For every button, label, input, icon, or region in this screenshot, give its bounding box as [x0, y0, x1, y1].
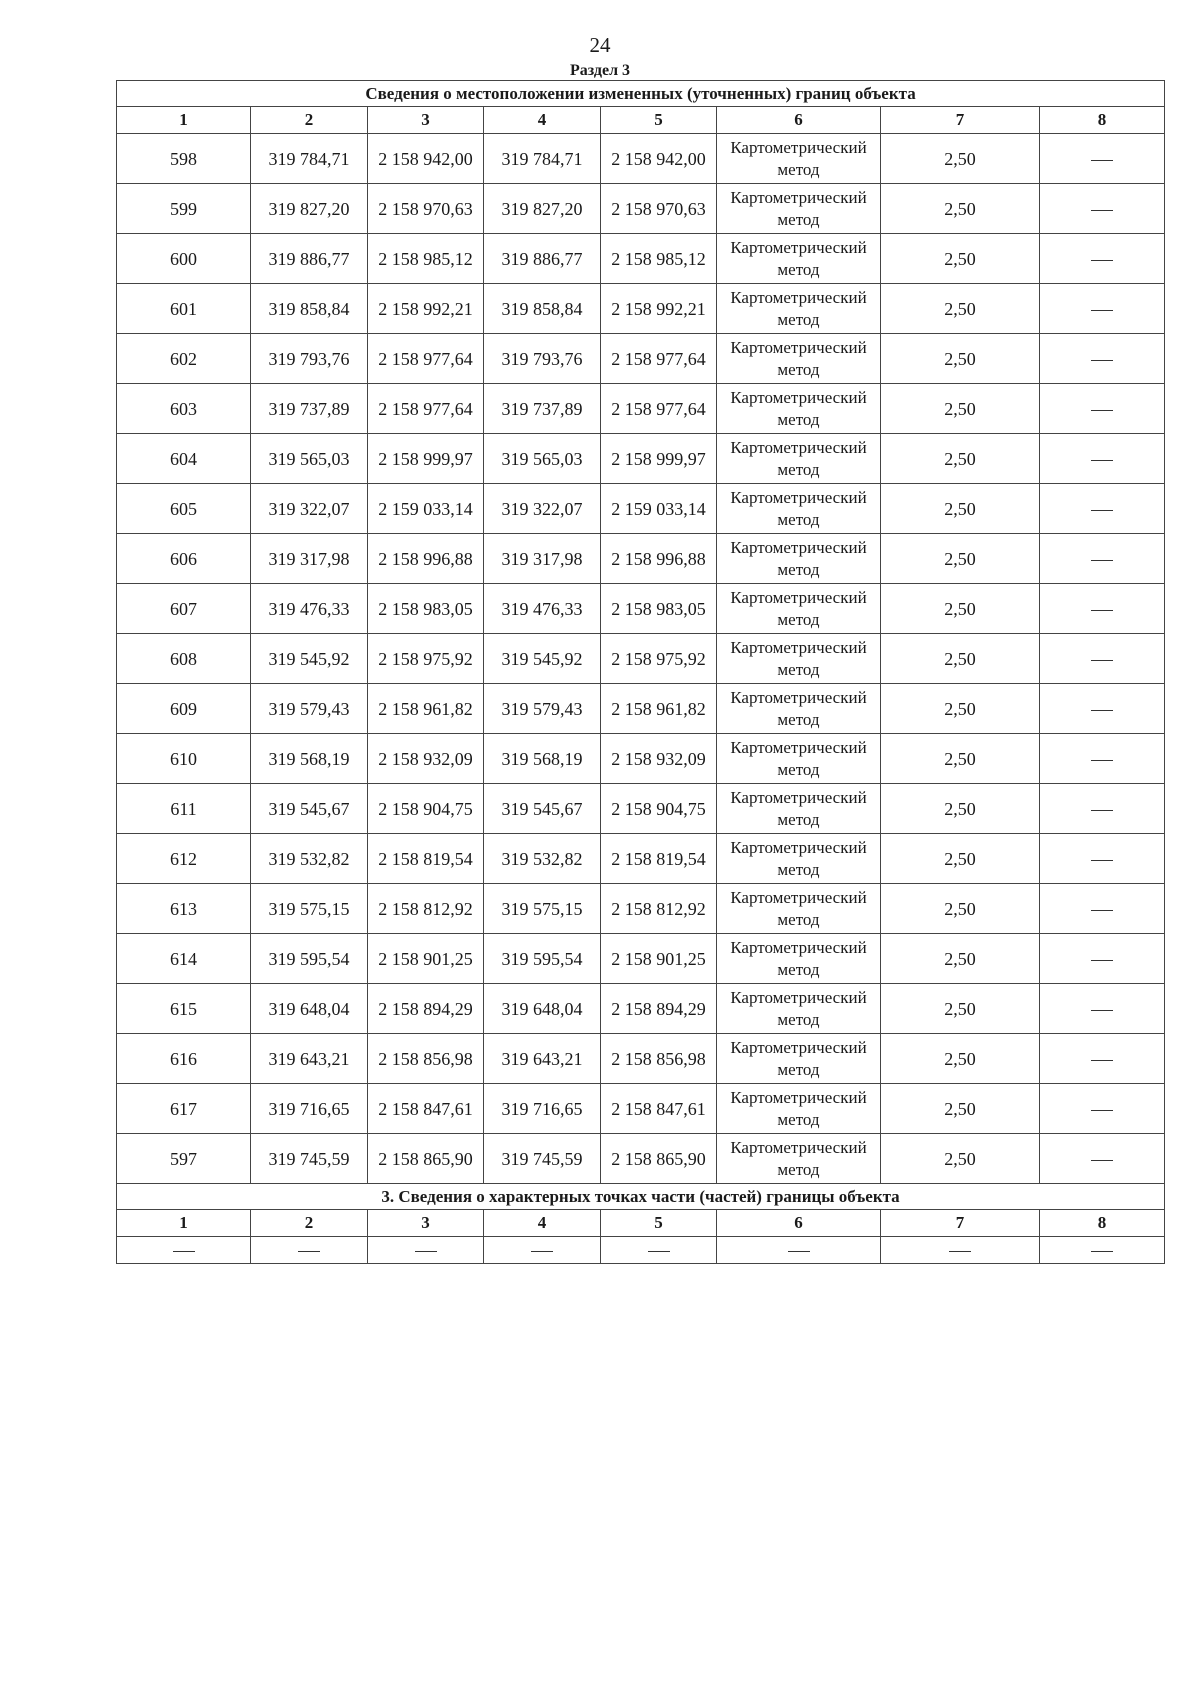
table-row — [117, 134, 1165, 184]
column-header: 3 — [368, 107, 484, 134]
table-cell: 2 158 999,97 — [368, 434, 484, 484]
dash-mark — [949, 1251, 971, 1252]
table-cell: 319 784,71 — [484, 134, 601, 184]
dash-mark — [1091, 960, 1113, 961]
dash-mark — [1091, 410, 1113, 411]
table-cell: 2 158 985,12 — [601, 234, 717, 284]
table-row — [117, 984, 1165, 1034]
dash-mark — [1091, 510, 1113, 511]
page-number: 24 — [589, 33, 611, 57]
table-cell: 2,50 — [881, 834, 1040, 884]
dash-mark — [1091, 360, 1113, 361]
table-cell: 319 476,33 — [251, 584, 368, 634]
table-cell: 2 158 992,21 — [368, 284, 484, 334]
table-cell: Картометрический метод — [717, 134, 881, 184]
table-cell: 601 — [117, 284, 251, 334]
dash-mark — [1091, 310, 1113, 311]
table-row — [117, 1237, 1165, 1264]
column-header-row — [117, 107, 1165, 134]
table-cell: 319 648,04 — [251, 984, 368, 1034]
table-cell: 599 — [117, 184, 251, 234]
table-cell: 2,50 — [881, 434, 1040, 484]
table-cell: 2 158 983,05 — [368, 584, 484, 634]
table-row — [117, 734, 1165, 784]
table-cell: 2 158 894,29 — [368, 984, 484, 1034]
table-cell: 319 827,20 — [251, 184, 368, 234]
table-cell: Картометрический метод — [717, 184, 881, 234]
table-cell: 319 745,59 — [484, 1134, 601, 1184]
table-cell: 2 158 812,92 — [368, 884, 484, 934]
table-cell: 319 737,89 — [484, 384, 601, 434]
column-header: 8 — [1040, 1210, 1165, 1237]
table-cell — [1040, 984, 1165, 1034]
table-cell — [368, 1237, 484, 1264]
table-cell: Картометрический метод — [717, 484, 881, 534]
dash-mark — [1091, 1110, 1113, 1111]
table-row — [117, 384, 1165, 434]
table-cell: 319 545,67 — [251, 784, 368, 834]
table-cell: 319 716,65 — [484, 1084, 601, 1134]
column-header: 2 — [251, 107, 368, 134]
table-cell: 2 158 961,82 — [601, 684, 717, 734]
table-cell: 319 595,54 — [251, 934, 368, 984]
table-cell: 319 827,20 — [484, 184, 601, 234]
table-cell: 319 545,92 — [484, 634, 601, 684]
table-cell — [251, 1237, 368, 1264]
table-cell: 2 158 975,92 — [601, 634, 717, 684]
table-cell: 604 — [117, 434, 251, 484]
table-cell — [601, 1237, 717, 1264]
table-cell: 319 322,07 — [484, 484, 601, 534]
table-cell: 319 643,21 — [484, 1034, 601, 1084]
section-title: Раздел 3 — [569, 62, 631, 79]
table-cell — [1040, 234, 1165, 284]
table-cell: Картометрический метод — [717, 284, 881, 334]
subsection-title-row — [117, 1184, 1165, 1210]
table-cell: 2 158 970,63 — [601, 184, 717, 234]
table-row — [117, 184, 1165, 234]
table-cell: 319 532,82 — [484, 834, 601, 884]
table-cell: 597 — [117, 1134, 251, 1184]
table-cell: Картометрический метод — [717, 884, 881, 934]
table-row — [117, 1034, 1165, 1084]
column-header: 4 — [484, 1210, 601, 1237]
dash-mark — [1091, 910, 1113, 911]
column-header: 1 — [117, 107, 251, 134]
column-header: 1 — [117, 1210, 251, 1237]
table-cell: 602 — [117, 334, 251, 384]
table-cell: 2,50 — [881, 784, 1040, 834]
table-cell: 2 158 961,82 — [368, 684, 484, 734]
table-cell: 2 158 904,75 — [368, 784, 484, 834]
table-cell: 2 158 856,98 — [368, 1034, 484, 1084]
table-cell — [484, 1237, 601, 1264]
table-cell: Картометрический метод — [717, 984, 881, 1034]
table-cell: 319 317,98 — [484, 534, 601, 584]
table-cell: 319 793,76 — [251, 334, 368, 384]
table-cell: 2,50 — [881, 734, 1040, 784]
table-row — [117, 634, 1165, 684]
table-cell — [1040, 784, 1165, 834]
table-cell: 614 — [117, 934, 251, 984]
dash-mark — [531, 1251, 553, 1252]
table-cell: 319 568,19 — [251, 734, 368, 784]
table-cell: 319 579,43 — [251, 684, 368, 734]
table-cell: Картометрический метод — [717, 784, 881, 834]
table-row — [117, 534, 1165, 584]
table-cell: Картометрический метод — [717, 234, 881, 284]
table-cell: 598 — [117, 134, 251, 184]
dash-mark — [1091, 710, 1113, 711]
table-cell: 617 — [117, 1084, 251, 1134]
table-cell: 616 — [117, 1034, 251, 1084]
dash-mark — [1091, 160, 1113, 161]
table-row — [117, 334, 1165, 384]
table-cell — [1040, 934, 1165, 984]
table-cell: Картометрический метод — [717, 634, 881, 684]
dash-mark — [788, 1251, 810, 1252]
table-cell — [1040, 1237, 1165, 1264]
table-cell: 2 158 975,92 — [368, 634, 484, 684]
table-cell: 319 476,33 — [484, 584, 601, 634]
dash-mark — [1091, 860, 1113, 861]
table-cell: 613 — [117, 884, 251, 934]
table-cell: 2,50 — [881, 934, 1040, 984]
table-cell: 2 158 977,64 — [601, 384, 717, 434]
table-cell: 2,50 — [881, 984, 1040, 1034]
table-cell: 603 — [117, 384, 251, 434]
column-header: 7 — [881, 1210, 1040, 1237]
table-cell — [717, 1237, 881, 1264]
table-cell: 2 158 996,88 — [601, 534, 717, 584]
table-cell: 2 158 932,09 — [368, 734, 484, 784]
table-cell: 2 158 996,88 — [368, 534, 484, 584]
table-cell: 319 648,04 — [484, 984, 601, 1034]
table-cell: 2 158 865,90 — [601, 1134, 717, 1184]
table-cell: 2,50 — [881, 1034, 1040, 1084]
table-cell: 608 — [117, 634, 251, 684]
table-cell: 2,50 — [881, 884, 1040, 934]
table-cell: 2 158 983,05 — [601, 584, 717, 634]
table-cell: 2 158 977,64 — [368, 384, 484, 434]
table-cell: 319 579,43 — [484, 684, 601, 734]
table-cell: Картометрический метод — [717, 384, 881, 434]
table-title: 3. Сведения о характерных точках части (частей) границы объекта — [117, 1184, 1165, 1210]
column-header: 5 — [601, 1210, 717, 1237]
dash-mark — [1091, 810, 1113, 811]
table-row — [117, 584, 1165, 634]
table-cell — [1040, 584, 1165, 634]
table-row — [117, 434, 1165, 484]
column-header: 3 — [368, 1210, 484, 1237]
dash-mark — [1091, 1010, 1113, 1011]
table-cell — [1040, 884, 1165, 934]
table-cell: 2 159 033,14 — [601, 484, 717, 534]
table-cell: 319 545,67 — [484, 784, 601, 834]
table-cell — [1040, 684, 1165, 734]
table-cell: 319 886,77 — [484, 234, 601, 284]
table-cell: 2,50 — [881, 234, 1040, 284]
table-cell: Картометрический метод — [717, 584, 881, 634]
table-cell: 606 — [117, 534, 251, 584]
table-row — [117, 1084, 1165, 1134]
dash-mark — [298, 1251, 320, 1252]
table-row — [117, 884, 1165, 934]
table-cell: 2 158 819,54 — [368, 834, 484, 884]
table-cell: 2 159 033,14 — [368, 484, 484, 534]
table-cell: 319 858,84 — [484, 284, 601, 334]
table-cell: Картометрический метод — [717, 934, 881, 984]
table-cell: Картометрический метод — [717, 434, 881, 484]
table-cell: 2 158 847,61 — [368, 1084, 484, 1134]
dash-mark — [1091, 660, 1113, 661]
table-cell: 319 317,98 — [251, 534, 368, 584]
table-cell: 319 575,15 — [484, 884, 601, 934]
table-cell — [1040, 834, 1165, 884]
table-cell: 2 158 819,54 — [601, 834, 717, 884]
table-cell: 319 575,15 — [251, 884, 368, 934]
table-cell — [1040, 434, 1165, 484]
table-title: Сведения о местоположении измененных (уточненных) границ объекта — [117, 81, 1165, 107]
table-cell: 2 158 932,09 — [601, 734, 717, 784]
table-cell: 2 158 999,97 — [601, 434, 717, 484]
table-cell — [1040, 134, 1165, 184]
table-cell: 600 — [117, 234, 251, 284]
table-cell: 2,50 — [881, 184, 1040, 234]
table-cell: 2,50 — [881, 1084, 1040, 1134]
table-row — [117, 234, 1165, 284]
dash-mark — [173, 1251, 195, 1252]
table-cell: 2 158 942,00 — [601, 134, 717, 184]
table-cell: 2 158 847,61 — [601, 1084, 717, 1134]
table-cell: 319 545,92 — [251, 634, 368, 684]
column-header: 6 — [717, 1210, 881, 1237]
table-cell: 615 — [117, 984, 251, 1034]
table-cell: 2 158 856,98 — [601, 1034, 717, 1084]
table-row — [117, 284, 1165, 334]
column-header-row — [117, 1210, 1165, 1237]
dash-mark — [1091, 260, 1113, 261]
table-cell: 2,50 — [881, 484, 1040, 534]
table-cell: 319 643,21 — [251, 1034, 368, 1084]
table-cell: 2,50 — [881, 334, 1040, 384]
table-cell: Картометрический метод — [717, 734, 881, 784]
table-row — [117, 484, 1165, 534]
column-header: 4 — [484, 107, 601, 134]
table-cell: 2 158 942,00 — [368, 134, 484, 184]
table-cell: 2 158 977,64 — [601, 334, 717, 384]
dash-mark — [415, 1251, 437, 1252]
table-cell: 2,50 — [881, 384, 1040, 434]
table-cell — [1040, 384, 1165, 434]
table-cell: 2 158 977,64 — [368, 334, 484, 384]
table-cell: 2 158 901,25 — [601, 934, 717, 984]
table-cell: Картометрический метод — [717, 1084, 881, 1134]
table-cell: 319 745,59 — [251, 1134, 368, 1184]
table-cell: 2,50 — [881, 1134, 1040, 1184]
table-cell: 2 158 985,12 — [368, 234, 484, 284]
dash-mark — [1091, 1060, 1113, 1061]
table-row — [117, 1134, 1165, 1184]
column-header: 2 — [251, 1210, 368, 1237]
table-cell: 319 568,19 — [484, 734, 601, 784]
table-row — [117, 684, 1165, 734]
table-cell — [881, 1237, 1040, 1264]
column-header: 7 — [881, 107, 1040, 134]
dash-mark — [648, 1251, 670, 1252]
table-cell: Картометрический метод — [717, 534, 881, 584]
table-cell: 612 — [117, 834, 251, 884]
column-header: 8 — [1040, 107, 1165, 134]
table-cell: 319 793,76 — [484, 334, 601, 384]
column-header: 6 — [717, 107, 881, 134]
table-cell: 2 158 865,90 — [368, 1134, 484, 1184]
table-cell: 2 158 992,21 — [601, 284, 717, 334]
dash-mark — [1091, 1160, 1113, 1161]
table-cell: 2,50 — [881, 134, 1040, 184]
dash-mark — [1091, 210, 1113, 211]
table-row — [117, 834, 1165, 884]
table-cell — [1040, 634, 1165, 684]
table-cell: 2 158 901,25 — [368, 934, 484, 984]
table-cell: 2,50 — [881, 634, 1040, 684]
table-cell: 610 — [117, 734, 251, 784]
coordinates-table — [116, 80, 1165, 1264]
table-cell — [1040, 734, 1165, 784]
table-title-row — [117, 81, 1165, 107]
table-cell: 2,50 — [881, 684, 1040, 734]
table-cell: 319 565,03 — [251, 434, 368, 484]
table-cell: 319 595,54 — [484, 934, 601, 984]
table-cell: Картометрический метод — [717, 834, 881, 884]
dash-mark — [1091, 610, 1113, 611]
table-cell — [117, 1237, 251, 1264]
table-cell: 319 716,65 — [251, 1084, 368, 1134]
table-cell: 2 158 904,75 — [601, 784, 717, 834]
table-cell: 605 — [117, 484, 251, 534]
dash-mark — [1091, 560, 1113, 561]
table-cell: Картометрический метод — [717, 684, 881, 734]
table-cell: Картометрический метод — [717, 334, 881, 384]
table-cell: 2 158 812,92 — [601, 884, 717, 934]
table-cell: 2 158 894,29 — [601, 984, 717, 1034]
column-header: 5 — [601, 107, 717, 134]
dash-mark — [1091, 460, 1113, 461]
table-cell: 609 — [117, 684, 251, 734]
table-cell — [1040, 1034, 1165, 1084]
table-cell: 2,50 — [881, 284, 1040, 334]
table-cell — [1040, 184, 1165, 234]
table-row — [117, 784, 1165, 834]
table-cell: 319 737,89 — [251, 384, 368, 434]
table-cell: 319 322,07 — [251, 484, 368, 534]
table-cell: 2,50 — [881, 534, 1040, 584]
table-cell — [1040, 284, 1165, 334]
table-cell — [1040, 1134, 1165, 1184]
table-cell — [1040, 484, 1165, 534]
table-cell: 319 565,03 — [484, 434, 601, 484]
table-cell: 607 — [117, 584, 251, 634]
table-cell: 2 158 970,63 — [368, 184, 484, 234]
table-row — [117, 934, 1165, 984]
table-cell: 319 858,84 — [251, 284, 368, 334]
table-cell: 319 532,82 — [251, 834, 368, 884]
dash-mark — [1091, 1251, 1113, 1252]
table-cell: 319 784,71 — [251, 134, 368, 184]
table-cell: 2,50 — [881, 584, 1040, 634]
dash-mark — [1091, 760, 1113, 761]
table-cell: 319 886,77 — [251, 234, 368, 284]
table-cell: Картометрический метод — [717, 1134, 881, 1184]
table-cell — [1040, 1084, 1165, 1134]
table-cell — [1040, 334, 1165, 384]
table-cell — [1040, 534, 1165, 584]
table-cell: 611 — [117, 784, 251, 834]
table-cell: Картометрический метод — [717, 1034, 881, 1084]
